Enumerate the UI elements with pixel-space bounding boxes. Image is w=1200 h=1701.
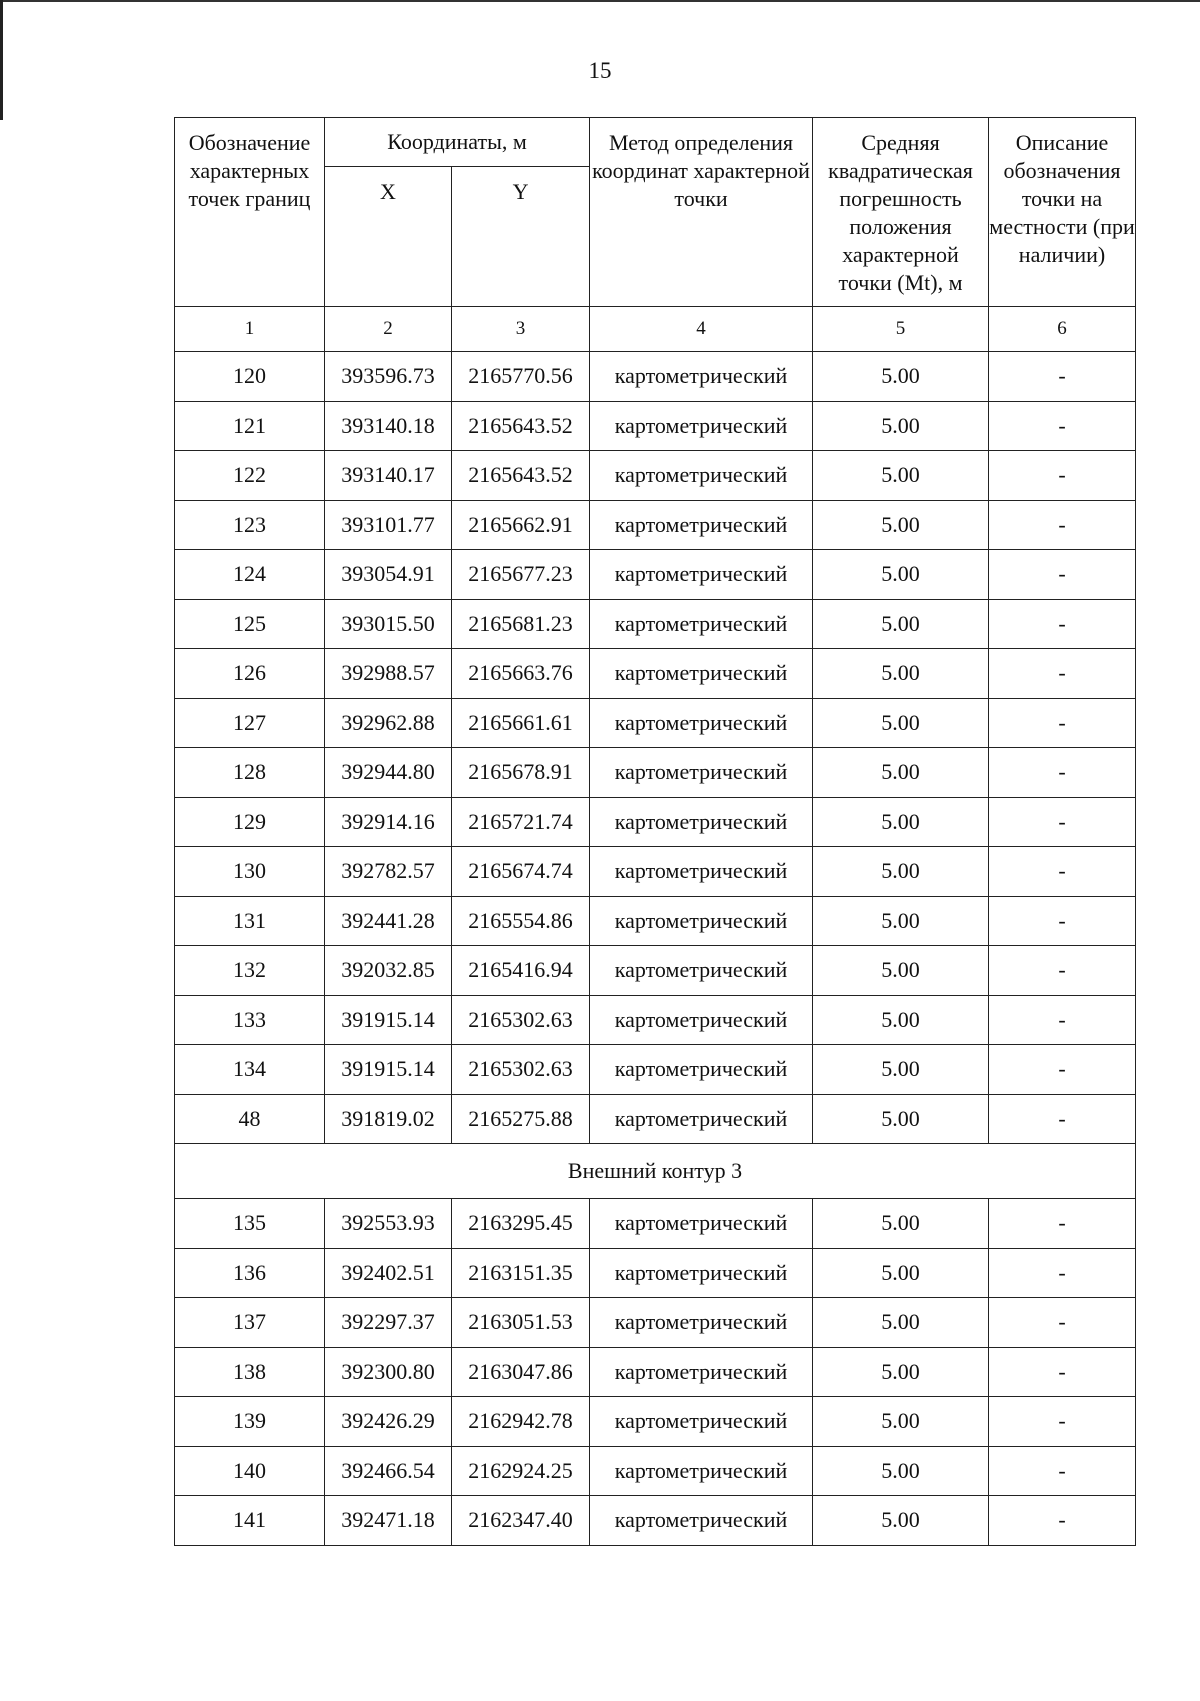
cell-y: 2165674.74 [452,847,590,897]
cell-error: 5.00 [813,1496,989,1546]
cell-x: 392944.80 [325,748,452,798]
cell-method: картометрический [590,946,813,996]
cell-y: 2165678.91 [452,748,590,798]
table-body-part1 [175,352,1136,1144]
cell-description: - [989,847,1136,897]
cell-description: - [989,995,1136,1045]
cell-point: 135 [175,1199,325,1249]
cell-point: 130 [175,847,325,897]
header-description: Описание обозначения точки на местности (при наличии) [989,118,1136,307]
cell-method: картометрический [590,451,813,501]
cell-description: - [989,1397,1136,1447]
cell-method: картометрический [590,599,813,649]
cell-point: 141 [175,1496,325,1546]
cell-point: 48 [175,1094,325,1144]
cell-method: картометрический [590,1248,813,1298]
header-row [175,118,1136,167]
cell-x: 392962.88 [325,698,452,748]
cell-error: 5.00 [813,1045,989,1095]
cell-y: 2165302.63 [452,1045,590,1095]
cell-y: 2165770.56 [452,352,590,402]
cell-y: 2165677.23 [452,550,590,600]
header-method: Метод определения координат характерной точки [590,118,813,307]
header-y: Y [452,167,590,307]
cell-point: 136 [175,1248,325,1298]
column-numbers-row [175,307,1136,352]
cell-error: 5.00 [813,649,989,699]
cell-method: картометрический [590,847,813,897]
column-number: 4 [590,307,813,352]
cell-description: - [989,401,1136,451]
cell-method: картометрический [590,1446,813,1496]
cell-x: 391819.02 [325,1094,452,1144]
cell-point: 140 [175,1446,325,1496]
cell-method: картометрический [590,995,813,1045]
cell-x: 391915.14 [325,995,452,1045]
table-row [175,599,1136,649]
cell-x: 393596.73 [325,352,452,402]
cell-y: 2165275.88 [452,1094,590,1144]
cell-method: картометрический [590,797,813,847]
table-row [175,797,1136,847]
cell-description: - [989,946,1136,996]
cell-point: 120 [175,352,325,402]
cell-point: 133 [175,995,325,1045]
cell-description: - [989,896,1136,946]
cell-y: 2165416.94 [452,946,590,996]
cell-point: 131 [175,896,325,946]
table-row [175,1347,1136,1397]
cell-method: картометрический [590,500,813,550]
cell-error: 5.00 [813,451,989,501]
table-row [175,401,1136,451]
cell-y: 2163151.35 [452,1248,590,1298]
cell-error: 5.00 [813,847,989,897]
cell-y: 2165643.52 [452,401,590,451]
cell-error: 5.00 [813,896,989,946]
cell-error: 5.00 [813,550,989,600]
scan-edge-top [0,0,1200,2]
cell-method: картометрический [590,550,813,600]
cell-description: - [989,1446,1136,1496]
cell-method: картометрический [590,1347,813,1397]
table-row [175,649,1136,699]
cell-y: 2163051.53 [452,1298,590,1348]
coordinates-table [174,117,1136,1546]
cell-method: картометрический [590,1045,813,1095]
cell-point: 129 [175,797,325,847]
table-row [175,1446,1136,1496]
cell-error: 5.00 [813,698,989,748]
cell-description: - [989,1496,1136,1546]
cell-x: 393140.18 [325,401,452,451]
table-row [175,847,1136,897]
cell-x: 391915.14 [325,1045,452,1095]
column-number: 6 [989,307,1136,352]
cell-description: - [989,599,1136,649]
cell-x: 392471.18 [325,1496,452,1546]
cell-x: 392402.51 [325,1248,452,1298]
cell-error: 5.00 [813,500,989,550]
cell-y: 2165554.86 [452,896,590,946]
page-number: 15 [588,58,612,83]
section-divider [175,1144,1136,1199]
cell-x: 393015.50 [325,599,452,649]
cell-y: 2163047.86 [452,1347,590,1397]
cell-point: 139 [175,1397,325,1447]
table-row [175,352,1136,402]
table-row [175,1496,1136,1546]
cell-x: 393054.91 [325,550,452,600]
cell-x: 392297.37 [325,1298,452,1348]
cell-method: картометрический [590,649,813,699]
cell-x: 392032.85 [325,946,452,996]
cell-error: 5.00 [813,401,989,451]
table-row [175,748,1136,798]
table-row [175,1094,1136,1144]
cell-x: 393101.77 [325,500,452,550]
cell-point: 137 [175,1298,325,1348]
table-row [175,1298,1136,1348]
cell-y: 2165721.74 [452,797,590,847]
cell-y: 2165681.23 [452,599,590,649]
cell-error: 5.00 [813,995,989,1045]
cell-point: 124 [175,550,325,600]
cell-error: 5.00 [813,599,989,649]
cell-y: 2162347.40 [452,1496,590,1546]
header-designation: Обозначение характерных точек границ [175,118,325,307]
table-row [175,995,1136,1045]
cell-x: 392441.28 [325,896,452,946]
cell-point: 126 [175,649,325,699]
cell-point: 127 [175,698,325,748]
cell-description: - [989,451,1136,501]
cell-method: картометрический [590,1496,813,1546]
cell-description: - [989,698,1136,748]
table-row [175,1248,1136,1298]
cell-x: 392782.57 [325,847,452,897]
cell-point: 134 [175,1045,325,1095]
header-x: X [325,167,452,307]
table-row [175,500,1136,550]
cell-description: - [989,1298,1136,1348]
cell-x: 392914.16 [325,797,452,847]
cell-method: картометрический [590,896,813,946]
cell-point: 132 [175,946,325,996]
cell-point: 123 [175,500,325,550]
cell-description: - [989,500,1136,550]
cell-method: картометрический [590,401,813,451]
cell-error: 5.00 [813,1397,989,1447]
cell-method: картометрический [590,1199,813,1249]
cell-y: 2165661.61 [452,698,590,748]
cell-y: 2162942.78 [452,1397,590,1447]
cell-description: - [989,352,1136,402]
cell-description: - [989,1199,1136,1249]
header-error: Средняя квадратическая погрешность положения характерной точки (Mt), м [813,118,989,307]
section-row [175,1144,1136,1199]
cell-x: 392553.93 [325,1199,452,1249]
table-row [175,946,1136,996]
cell-description: - [989,649,1136,699]
cell-description: - [989,1094,1136,1144]
column-number: 5 [813,307,989,352]
cell-description: - [989,748,1136,798]
table-row [175,1199,1136,1249]
cell-method: картометрический [590,698,813,748]
cell-error: 5.00 [813,1347,989,1397]
cell-point: 138 [175,1347,325,1397]
cell-y: 2162924.25 [452,1446,590,1496]
cell-method: картометрический [590,352,813,402]
table-body-part2 [175,1199,1136,1546]
section-label: Внешний контур 3 [175,1144,1136,1199]
cell-point: 125 [175,599,325,649]
cell-x: 392426.29 [325,1397,452,1447]
cell-y: 2165643.52 [452,451,590,501]
column-number: 1 [175,307,325,352]
table-row [175,1397,1136,1447]
cell-description: - [989,1045,1136,1095]
table-row [175,1045,1136,1095]
cell-point: 122 [175,451,325,501]
cell-y: 2165662.91 [452,500,590,550]
cell-error: 5.00 [813,797,989,847]
cell-error: 5.00 [813,1298,989,1348]
table-row [175,451,1136,501]
cell-y: 2165663.76 [452,649,590,699]
cell-method: картометрический [590,748,813,798]
cell-error: 5.00 [813,1094,989,1144]
cell-description: - [989,550,1136,600]
cell-error: 5.00 [813,748,989,798]
cell-y: 2163295.45 [452,1199,590,1249]
cell-method: картометрический [590,1397,813,1447]
table-row [175,698,1136,748]
cell-point: 128 [175,748,325,798]
cell-description: - [989,1248,1136,1298]
cell-description: - [989,1347,1136,1397]
table-row [175,896,1136,946]
cell-error: 5.00 [813,352,989,402]
cell-x: 392300.80 [325,1347,452,1397]
cell-y: 2165302.63 [452,995,590,1045]
cell-error: 5.00 [813,1446,989,1496]
cell-x: 392988.57 [325,649,452,699]
cell-error: 5.00 [813,1248,989,1298]
cell-method: картометрический [590,1094,813,1144]
cell-x: 393140.17 [325,451,452,501]
cell-method: картометрический [590,1298,813,1348]
column-number: 3 [452,307,590,352]
header-coordinates: Координаты, м [325,118,590,167]
table-row [175,550,1136,600]
cell-error: 5.00 [813,1199,989,1249]
cell-point: 121 [175,401,325,451]
cell-description: - [989,797,1136,847]
cell-x: 392466.54 [325,1446,452,1496]
cell-error: 5.00 [813,946,989,996]
column-number: 2 [325,307,452,352]
